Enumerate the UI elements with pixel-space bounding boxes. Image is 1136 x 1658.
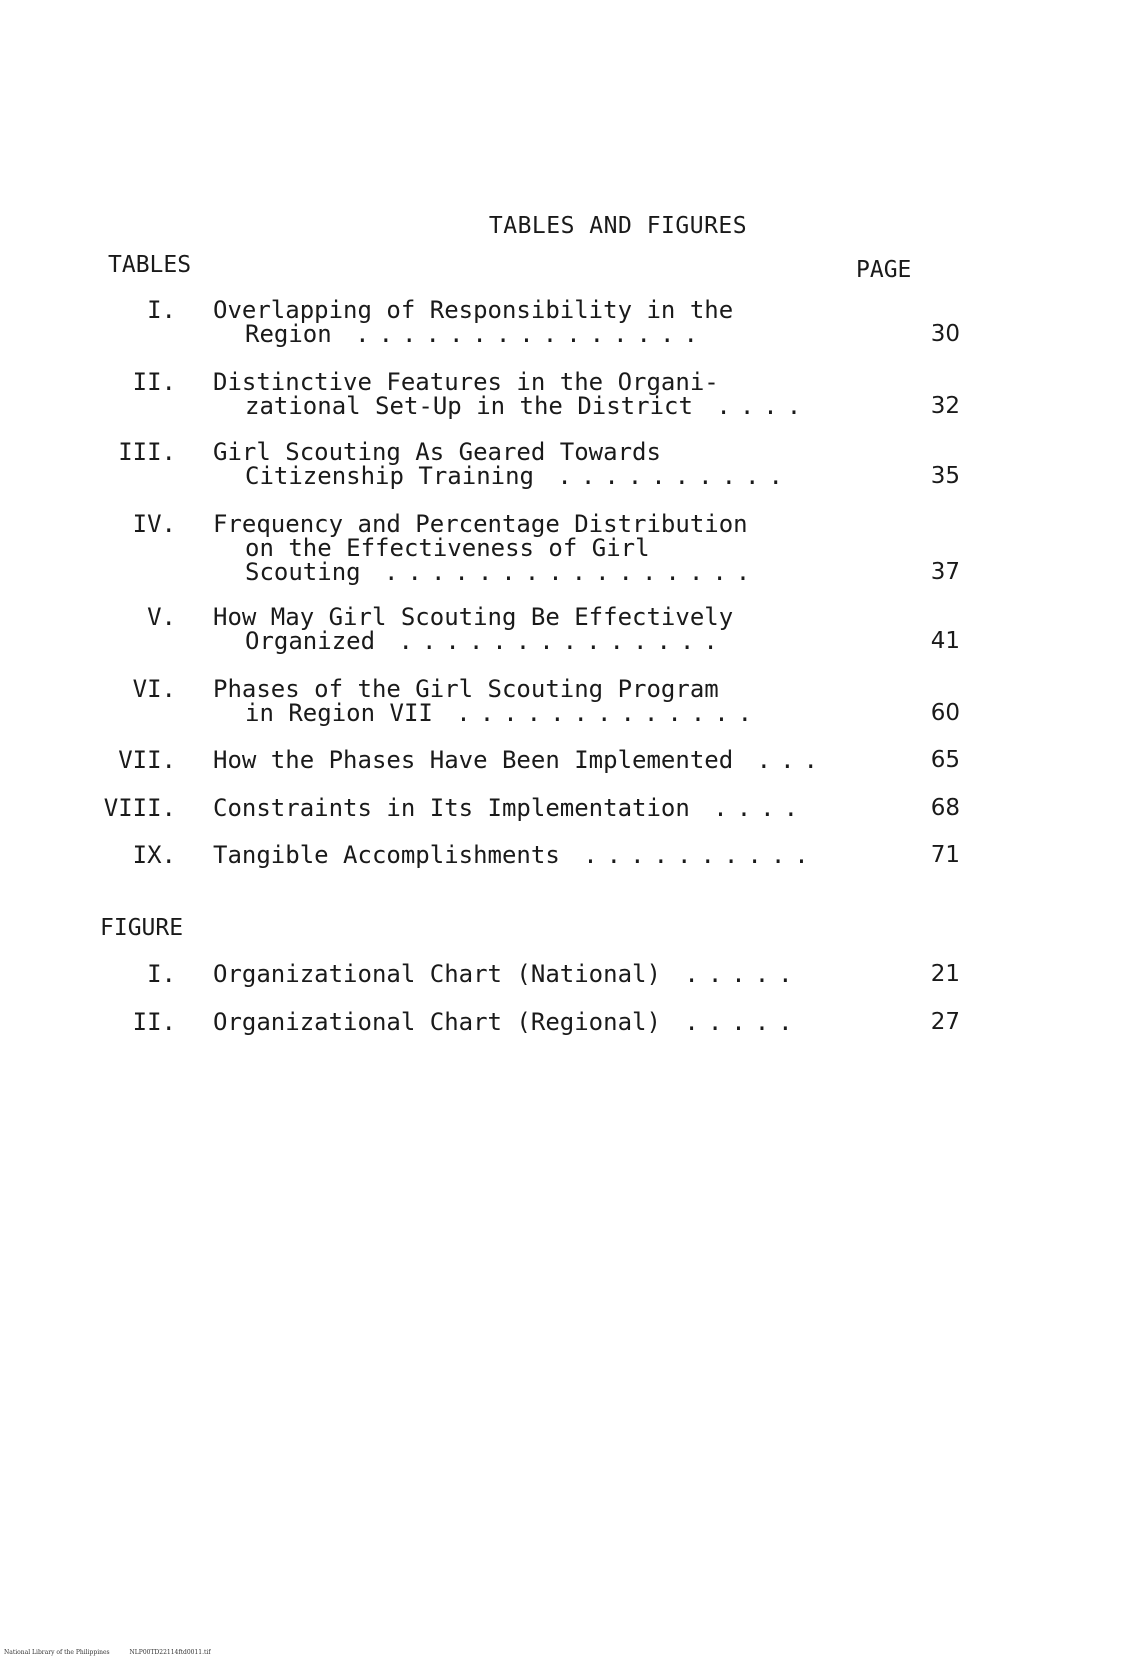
table-title-line: Citizenship Training ..........: [245, 462, 792, 490]
table-number: III.: [118, 438, 176, 466]
dot-leader: ....: [692, 392, 811, 420]
dot-leader: ................: [360, 558, 760, 586]
table-title-line: Tangible Accomplishments ..........: [213, 841, 818, 869]
table-title: [213, 748, 827, 772]
footer-library: National Library of the Philippines: [4, 1649, 110, 1656]
table-title: [213, 605, 733, 653]
table-page-number: 30: [930, 321, 960, 347]
table-title-line: Region ...............: [245, 320, 707, 348]
dot-leader: ...............: [331, 320, 707, 348]
figure-heading: FIGURE: [100, 915, 184, 941]
table-title: [213, 796, 807, 820]
table-number: VIII.: [103, 794, 176, 822]
table-title-line: Girl Scouting As Geared Towards: [213, 438, 661, 466]
table-number: IX.: [132, 841, 176, 869]
table-title-line: on the Effectiveness of Girl: [245, 534, 650, 562]
figure-title-line: Organizational Chart (Regional) .....: [213, 1008, 802, 1036]
table-number: VII.: [118, 746, 176, 774]
table-number: VI.: [132, 675, 176, 703]
table-page-number: 60: [930, 700, 960, 726]
figure-title: [213, 962, 802, 986]
figure-number: I.: [147, 960, 176, 988]
table-title-line: Phases of the Girl Scouting Program: [213, 675, 719, 703]
table-title-line: Frequency and Percentage Distribution: [213, 510, 748, 538]
figure-page-number: 21: [930, 961, 960, 987]
dot-leader: ..........: [533, 462, 792, 490]
figure-page-number: 27: [930, 1009, 960, 1035]
table-title: [213, 677, 761, 725]
table-title: [213, 440, 792, 488]
page-title: TABLES AND FIGURES: [488, 213, 748, 239]
page-column-heading: PAGE: [856, 257, 912, 283]
table-title-line: Scouting ................: [245, 558, 760, 586]
dot-leader: .............: [432, 699, 762, 727]
dot-leader: ...: [733, 746, 827, 774]
scan-footer: [4, 1649, 229, 1656]
table-number: IV.: [132, 510, 176, 538]
table-page-number: 37: [930, 559, 960, 585]
dot-leader: ....: [689, 794, 808, 822]
table-number: II.: [132, 368, 176, 396]
dot-leader: .....: [660, 960, 802, 988]
dot-leader: ..........: [559, 841, 818, 869]
table-title: [213, 843, 818, 867]
table-page-number: 65: [930, 747, 960, 773]
dot-leader: ..............: [375, 627, 727, 655]
table-number: I.: [147, 296, 176, 324]
table-page-number: 68: [930, 795, 960, 821]
table-page-number: 41: [930, 628, 960, 654]
table-title-line: Organized ..............: [245, 627, 727, 655]
table-title: [213, 512, 759, 584]
table-title-line: in Region VII .............: [245, 699, 762, 727]
tables-heading: TABLES: [108, 252, 192, 278]
table-page-number: 71: [930, 842, 960, 868]
table-page-number: 32: [930, 393, 960, 419]
table-title-line: Distinctive Features in the Organi-: [213, 368, 719, 396]
table-title-line: How May Girl Scouting Be Effectively: [213, 603, 734, 631]
table-title-line: Overlapping of Responsibility in the: [213, 296, 734, 324]
table-title-line: How the Phases Have Been Implemented ...: [213, 746, 827, 774]
table-number: V.: [147, 603, 176, 631]
figure-number: II.: [132, 1008, 176, 1036]
footer-file: NLP00TD22114ftd0011.tif: [129, 1649, 211, 1656]
dot-leader: .....: [660, 1008, 802, 1036]
figure-title-line: Organizational Chart (National) .....: [213, 960, 802, 988]
table-title-line: zational Set-Up in the District ....: [245, 392, 811, 420]
table-page-number: 35: [930, 463, 960, 489]
table-title: [213, 370, 810, 418]
figure-title: [213, 1010, 802, 1034]
table-title-line: Constraints in Its Implementation ....: [213, 794, 808, 822]
table-title: [213, 298, 733, 346]
